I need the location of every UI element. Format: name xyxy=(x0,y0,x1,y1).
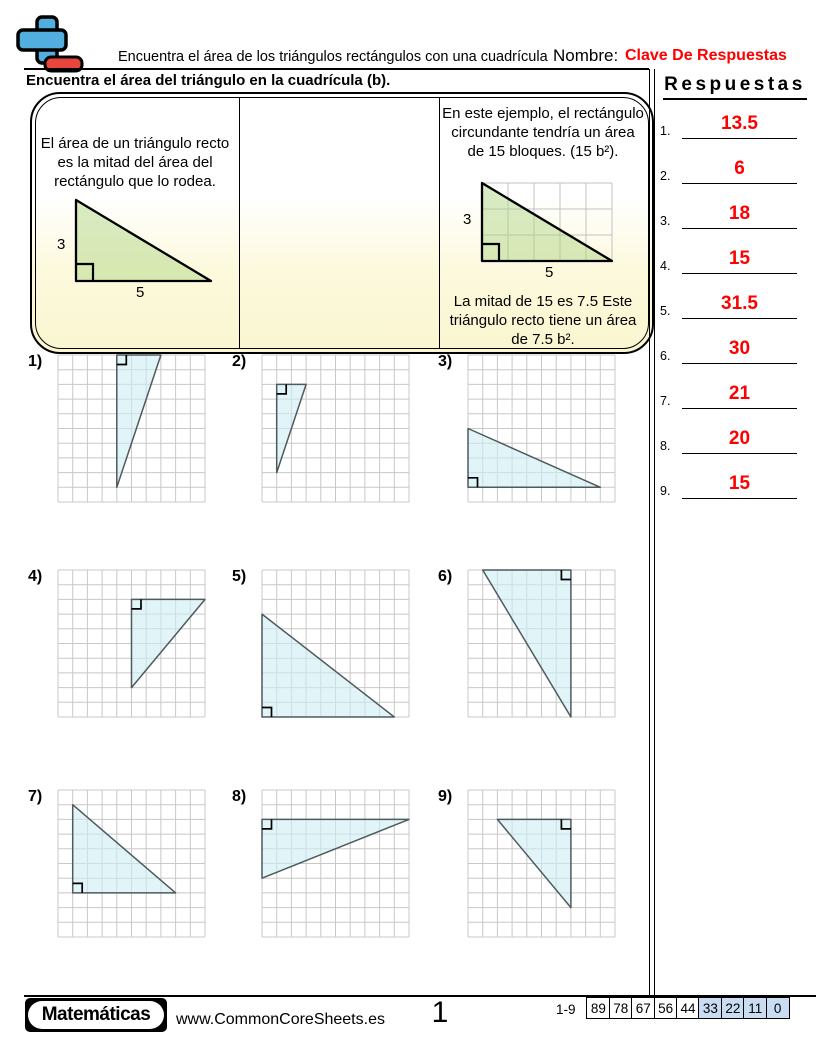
answer-item-9 xyxy=(660,471,797,498)
problem-4 xyxy=(28,569,208,721)
answer-item-2 xyxy=(660,156,797,183)
answer-item-8 xyxy=(660,426,797,453)
answer-number: 8. xyxy=(660,439,671,453)
problem-2 xyxy=(232,354,412,506)
problem-3 xyxy=(438,354,618,506)
example-grid-height-label: 3 xyxy=(463,211,472,228)
answer-value: 15 xyxy=(682,471,797,499)
problem-5 xyxy=(232,569,412,721)
score-cell: 33 xyxy=(698,997,722,1019)
answer-item-5 xyxy=(660,291,797,318)
answer-number: 2. xyxy=(660,169,671,183)
answer-number: 9. xyxy=(660,484,671,498)
example-box xyxy=(30,92,654,354)
example-explanation-text: En este ejemplo, el rectángulo circundante tendría un área de 15 bloques. (15 b²). xyxy=(442,105,644,160)
problem-grid-figure xyxy=(259,567,412,725)
answer-number: 3. xyxy=(660,214,671,228)
problem-label: 2) xyxy=(232,353,247,370)
problem-1 xyxy=(28,354,208,506)
problem-grid-figure xyxy=(465,352,618,510)
problem-9 xyxy=(438,789,618,941)
answer-item-1 xyxy=(660,111,797,138)
answer-item-7 xyxy=(660,381,797,408)
example-grid-base-label: 5 xyxy=(545,264,554,281)
score-range-label: 1-9 xyxy=(556,1002,576,1017)
problem-grid-figure xyxy=(259,787,412,945)
example-rule-text: El área de un triángulo recto es la mitad del área del rectángulo que lo rodea. xyxy=(40,135,230,190)
score-cell: 11 xyxy=(743,997,767,1019)
example-base-label: 5 xyxy=(136,284,145,301)
problem-label: 8) xyxy=(232,788,247,805)
problem-7 xyxy=(28,789,208,941)
website-url: www.CommonCoreSheets.es xyxy=(176,1011,385,1028)
plus-minus-logo-icon xyxy=(14,14,86,74)
score-cell: 89 xyxy=(586,997,610,1019)
name-label: Nombre: xyxy=(553,46,619,65)
example-result-text: La mitad de 15 es 7.5 Este triángulo recto tiene un área de 7.5 b². xyxy=(449,293,637,348)
example-triangle-figure xyxy=(73,197,214,289)
answer-number: 1. xyxy=(660,124,671,138)
problem-label: 1) xyxy=(28,353,43,370)
example-column-divider-1 xyxy=(239,98,240,348)
page-number: 1 xyxy=(431,996,449,1029)
answer-value: 15 xyxy=(682,246,797,274)
answer-number: 6. xyxy=(660,349,671,363)
problem-label: 5) xyxy=(232,568,247,585)
answers-column-divider xyxy=(649,69,655,997)
problem-6 xyxy=(438,569,618,721)
score-table xyxy=(588,997,790,1019)
problem-grid-figure xyxy=(259,352,412,510)
answer-value: 13.5 xyxy=(682,111,797,139)
score-cell: 0 xyxy=(766,997,790,1019)
problem-label: 9) xyxy=(438,788,453,805)
brand-badge xyxy=(25,998,167,1032)
answer-number: 7. xyxy=(660,394,671,408)
problem-label: 4) xyxy=(28,568,43,585)
worksheet-title: Encuentra el área de los triángulos rectángulos con una cuadrícula xyxy=(118,49,548,65)
answer-value: 31.5 xyxy=(682,291,797,319)
example-height-label: 3 xyxy=(57,236,66,253)
header-divider xyxy=(24,68,649,70)
example-grid-triangle-figure xyxy=(479,180,615,269)
problem-label: 6) xyxy=(438,568,453,585)
score-cell: 22 xyxy=(721,997,745,1019)
section-instruction: Encuentra el área del triángulo en la cuadrícula (b). xyxy=(26,72,391,89)
answer-value: 6 xyxy=(682,156,797,184)
score-cell: 78 xyxy=(609,997,633,1019)
problem-grid-figure xyxy=(465,567,618,725)
brand-name: Matemáticas xyxy=(28,1001,164,1029)
answer-value: 20 xyxy=(682,426,797,454)
answer-value: 30 xyxy=(682,336,797,364)
answers-header xyxy=(655,74,815,100)
problem-label: 7) xyxy=(28,788,43,805)
score-cell: 56 xyxy=(654,997,678,1019)
answer-key-name: Clave De Respuestas xyxy=(625,47,787,64)
answers-title: Respuestas xyxy=(663,74,807,100)
problem-grid-figure xyxy=(465,787,618,945)
score-cell: 44 xyxy=(676,997,700,1019)
answer-value: 18 xyxy=(682,201,797,229)
answer-item-3 xyxy=(660,201,797,228)
answer-number: 4. xyxy=(660,259,671,273)
answer-number: 5. xyxy=(660,304,671,318)
answer-item-4 xyxy=(660,246,797,273)
problem-grid-figure xyxy=(55,567,208,725)
problem-grid-figure xyxy=(55,352,208,510)
problem-label: 3) xyxy=(438,353,453,370)
answer-value: 21 xyxy=(682,381,797,409)
score-cell: 67 xyxy=(631,997,655,1019)
problem-grid-figure xyxy=(55,787,208,945)
problem-8 xyxy=(232,789,412,941)
answer-item-6 xyxy=(660,336,797,363)
